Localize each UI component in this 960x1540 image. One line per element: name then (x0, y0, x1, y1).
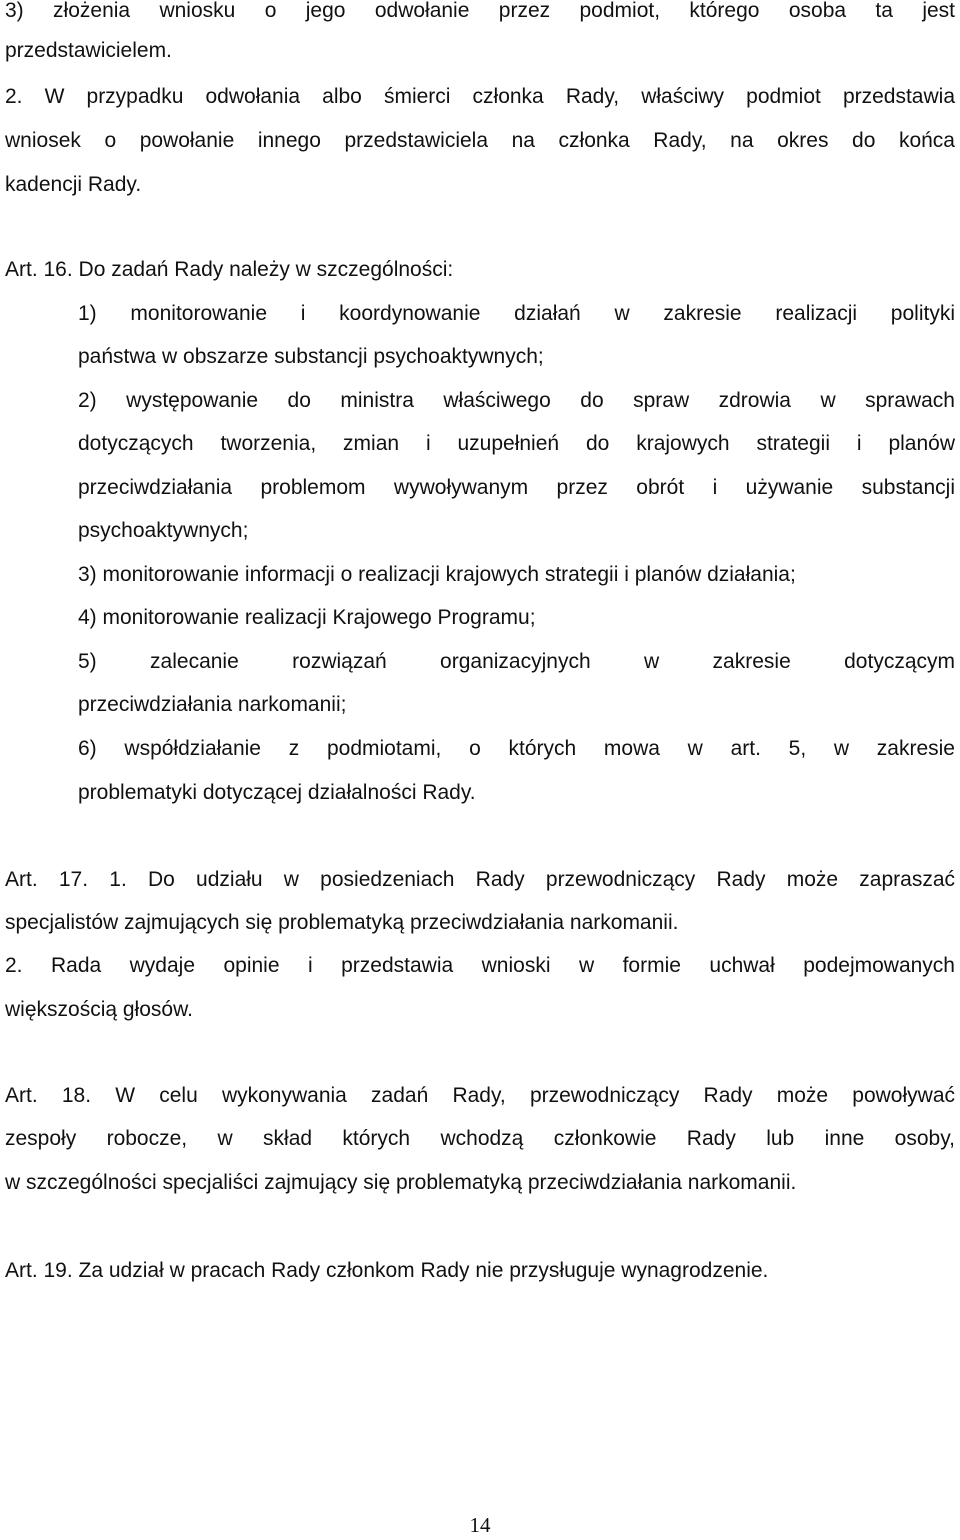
text-line: kadencji Rady. (5, 173, 142, 196)
list-item: psychoaktywnych; (78, 519, 249, 542)
list-item: przeciwdziałania narkomanii; (78, 693, 347, 716)
article-paragraph: Art. 19. Za udział w pracach Rady członkom Rady nie przysługuje wynagrodzenie. (5, 1259, 769, 1282)
article-heading: Art. 16. Do zadań Rady należy w szczególności: (5, 258, 454, 281)
article-paragraph: Art. 18. W celu wykonywania zadań Rady, przewodniczący Rady może powoływać (5, 1084, 955, 1107)
list-item: przeciwdziałania problemom wywoływanym przez obrót i używanie substancji (78, 476, 955, 499)
list-item: 2) występowanie do ministra właściwego do spraw zdrowia w sprawach (78, 389, 955, 412)
text-line: w szczególności specjaliści zajmujący się problematyką przeciwdziałania narkomanii. (5, 1171, 797, 1194)
text-line: 2. Rada wydaje opinie i przedstawia wnioski w formie uchwał podejmowanych (5, 954, 955, 977)
list-item: 1) monitorowanie i koordynowanie działań w zakresie realizacji polityki (78, 302, 955, 325)
list-item: 3) monitorowanie informacji o realizacji krajowych strategii i planów działania; (78, 563, 796, 586)
list-item: 6) współdziałanie z podmiotami, o których mowa w art. 5, w zakresie (78, 737, 955, 760)
text-line: większością głosów. (5, 998, 193, 1021)
list-item: 4) monitorowanie realizacji Krajowego Programu; (78, 606, 536, 629)
list-item: dotyczących tworzenia, zmian i uzupełnień do krajowych strategii i planów (78, 432, 955, 455)
text-line: specjalistów zajmujących się problematyką przeciwdziałania narkomanii. (5, 911, 679, 934)
list-item: 5) zalecanie rozwiązań organizacyjnych w zakresie dotyczącym (78, 650, 955, 673)
list-item: problematyki dotyczącej działalności Rady. (78, 781, 476, 804)
text-line: 2. W przypadku odwołania albo śmierci członka Rady, właściwy podmiot przedstawia (5, 85, 955, 108)
list-item: państwa w obszarze substancji psychoaktywnych; (78, 345, 544, 368)
text-line: 3) złożenia wniosku o jego odwołanie przez podmiot, którego osoba ta jest (5, 0, 955, 22)
text-line: zespoły robocze, w skład których wchodzą członkowie Rady lub inne osoby, (5, 1127, 955, 1150)
article-paragraph: Art. 17. 1. Do udziału w posiedzeniach Rady przewodniczący Rady może zapraszać (5, 868, 955, 891)
text-line: wniosek o powołanie innego przedstawiciela na członka Rady, na okres do końca (5, 129, 955, 152)
text-line: przedstawicielem. (5, 39, 172, 62)
page-number: 14 (469, 1513, 491, 1537)
